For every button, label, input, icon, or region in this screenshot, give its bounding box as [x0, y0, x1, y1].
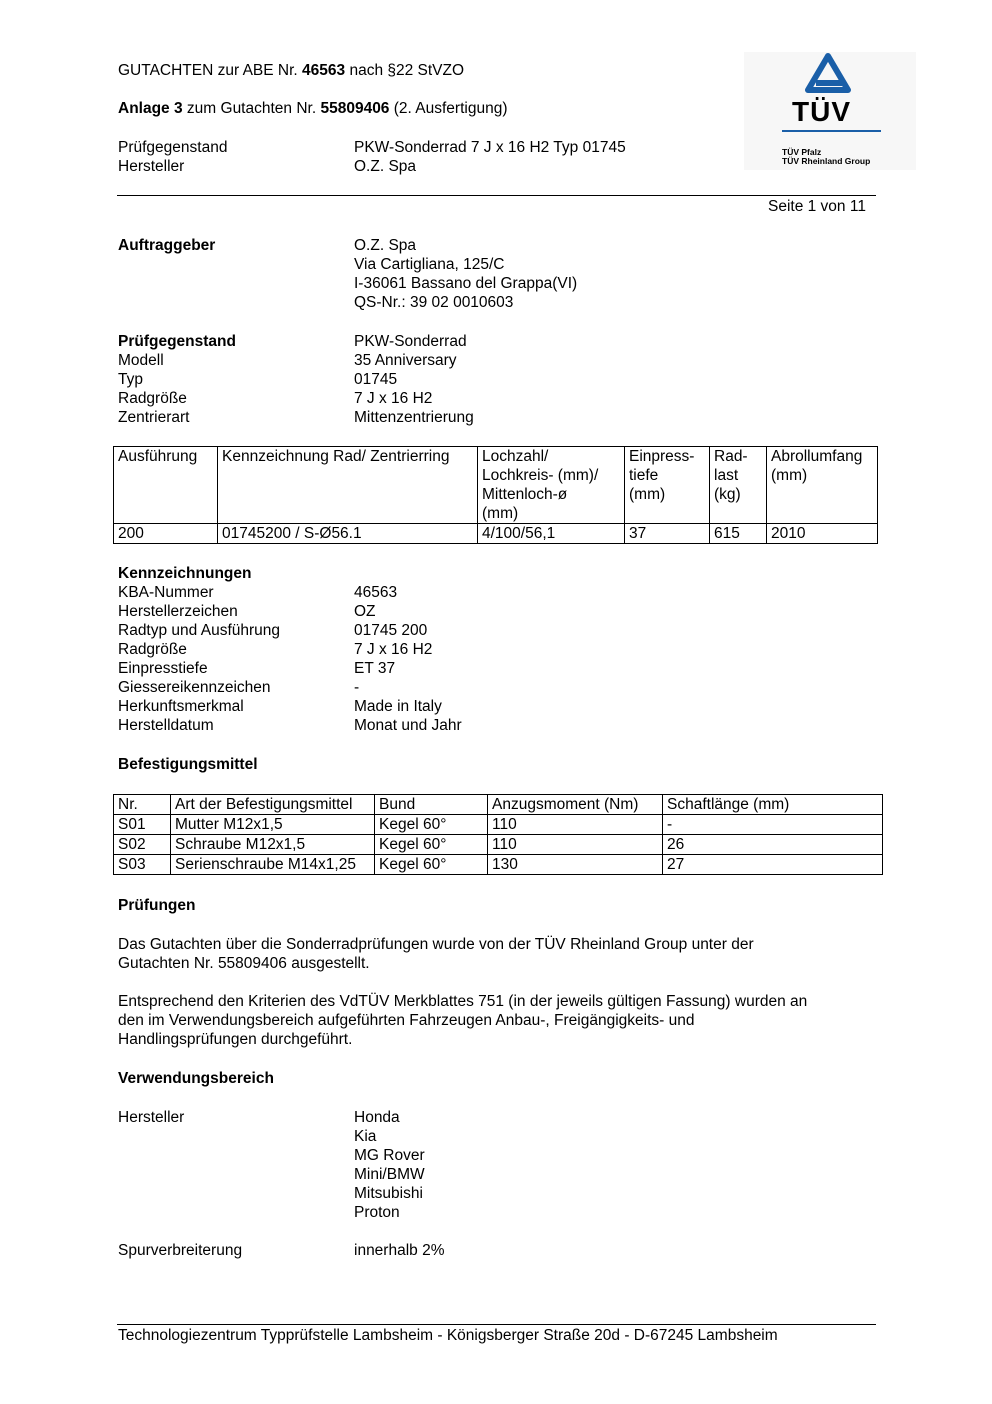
kz-value: 46563	[354, 584, 398, 601]
table-row	[114, 835, 883, 855]
kz-key: Herkunftsmerkmal	[118, 698, 244, 715]
list-item: Mitsubishi	[354, 1185, 423, 1202]
list-item: Proton	[354, 1204, 400, 1221]
table-cell: 110	[488, 815, 663, 835]
table-row	[114, 855, 883, 875]
header-cell: Art der Befestigungsmittel	[171, 795, 375, 815]
kz-key: KBA-Nummer	[118, 584, 214, 601]
table-cell: 200	[114, 524, 218, 544]
header-cell: Lochzahl/ Lochkreis- (mm)/ Mittenloch-ø (mm)	[478, 447, 625, 524]
ausfuehrung-table	[113, 446, 878, 544]
kz-key: Radgröße	[118, 641, 187, 658]
spurverbreiterung-label: Spurverbreiterung	[118, 1242, 243, 1259]
table-cell: 4/100/56,1	[478, 524, 625, 544]
header-cell: Kennzeichnung Rad/ Zentrierring	[218, 447, 478, 524]
pruef-value: 01745	[354, 371, 398, 388]
table-row	[114, 524, 878, 544]
footer-address: Technologiezentrum Typprüfstelle Lambsheim - Königsberger Straße 20d - D-67245 Lambsheim	[118, 1327, 778, 1344]
table-cell: 615	[710, 524, 767, 544]
anlage-line: Anlage 3 zum Gutachten Nr. 55809406 (2. Ausfertigung)	[118, 100, 508, 117]
pruef-value: 7 J x 16 H2	[354, 390, 433, 407]
pruefungen-paragraph-1: Das Gutachten über die Sonderradprüfungen wurde von der TÜV Rheinland Group unter der Gutachten Nr. 55809406 ausgestellt.	[118, 936, 754, 972]
logo-brand: TÜV	[792, 96, 851, 127]
list-item: Kia	[354, 1128, 377, 1145]
kz-value: Made in Italy	[354, 698, 442, 715]
address-line: Via Cartigliana, 125/C	[354, 256, 505, 273]
table-cell: S01	[114, 815, 171, 835]
pruef-key: Radgröße	[118, 390, 187, 407]
header-divider	[117, 195, 876, 196]
pruef-key: Prüfgegenstand	[118, 333, 236, 350]
header-pruef-label: Prüfgegenstand	[118, 139, 228, 156]
befestigung-title: Befestigungsmittel	[118, 756, 258, 773]
kz-value: -	[354, 679, 360, 696]
table-cell: 110	[488, 835, 663, 855]
table-cell: 37	[625, 524, 710, 544]
table-cell: Kegel 60°	[375, 815, 488, 835]
table-cell: 26	[663, 835, 883, 855]
page-number: Seite 1 von 11	[768, 198, 866, 215]
kz-value: 7 J x 16 H2	[354, 641, 433, 658]
header-cell: Rad- last (kg)	[710, 447, 767, 524]
table-cell: Serienschraube M14x1,25	[171, 855, 375, 875]
table-cell: 130	[488, 855, 663, 875]
befestigung-table	[113, 794, 883, 875]
list-item: MG Rover	[354, 1147, 425, 1164]
kz-key: Herstellerzeichen	[118, 603, 238, 620]
pruefungen-paragraph-2: Entsprechend den Kriterien des VdTÜV Merkblattes 751 (in der jeweils gültigen Fassung) wurden an den im Verwendungsbereich aufgeführten Fahrzeugen Anbau-, Freigängigkeits- und Handlingsprüfungen durchgeführt.	[118, 993, 808, 1048]
spurverbreiterung-value: innerhalb 2%	[354, 1242, 445, 1259]
hersteller-list	[354, 1108, 425, 1222]
list-item: Mini/BMW	[354, 1166, 425, 1183]
list-item: Honda	[354, 1109, 400, 1126]
table-cell: 01745200 / S-Ø56.1	[218, 524, 478, 544]
auftraggeber-address	[354, 236, 577, 312]
footer-divider	[117, 1324, 876, 1325]
kennzeichnungen-title: Kennzeichnungen	[118, 565, 252, 582]
header-cell: Abrollumfang (mm)	[767, 447, 878, 524]
header-cell: Anzugsmoment (Nm)	[488, 795, 663, 815]
pruef-key: Typ	[118, 371, 143, 388]
table-cell: S02	[114, 835, 171, 855]
kz-value: 01745 200	[354, 622, 428, 639]
header-cell: Einpress- tiefe (mm)	[625, 447, 710, 524]
header-cell: Bund	[375, 795, 488, 815]
kz-key: Herstelldatum	[118, 717, 214, 734]
kz-value: ET 37	[354, 660, 396, 677]
pruef-value: PKW-Sonderrad	[354, 333, 467, 350]
kz-value: OZ	[354, 603, 376, 620]
abe-title: GUTACHTEN zur ABE Nr. 46563 nach §22 StVZO	[118, 62, 465, 79]
table-cell: S03	[114, 855, 171, 875]
tuv-logo	[744, 52, 916, 170]
header-cell: Ausführung	[114, 447, 218, 524]
table-cell: Mutter M12x1,5	[171, 815, 375, 835]
header-cell: Nr.	[114, 795, 171, 815]
pruefungen-title: Prüfungen	[118, 897, 196, 914]
kz-value: Monat und Jahr	[354, 717, 462, 734]
address-line: O.Z. Spa	[354, 237, 417, 254]
header-herst-value: O.Z. Spa	[354, 158, 417, 175]
pruef-value: 35 Anniversary	[354, 352, 457, 369]
table-cell: 27	[663, 855, 883, 875]
header-pruef-value: PKW-Sonderrad 7 J x 16 H2 Typ 01745	[354, 139, 626, 156]
table-cell: Kegel 60°	[375, 835, 488, 855]
table-header-row	[114, 795, 883, 815]
table-cell: Kegel 60°	[375, 855, 488, 875]
logo-line1: TÜV Pfalz	[782, 147, 822, 157]
pruef-key: Modell	[118, 352, 164, 369]
kz-key: Einpresstiefe	[118, 660, 208, 677]
header-cell: Schaftlänge (mm)	[663, 795, 883, 815]
logo-line2: TÜV Rheinland Group	[782, 156, 871, 166]
address-line: I-36061 Bassano del Grappa(VI)	[354, 275, 578, 292]
verwendung-herst-label: Hersteller	[118, 1109, 185, 1126]
kz-key: Radtyp und Ausführung	[118, 622, 281, 639]
verwendung-title: Verwendungsbereich	[118, 1070, 274, 1087]
table-header-row	[114, 447, 878, 524]
table-cell: 2010	[767, 524, 878, 544]
table-cell: -	[663, 815, 883, 835]
pruef-key: Zentrierart	[118, 409, 190, 426]
header-herst-label: Hersteller	[118, 158, 185, 175]
auftraggeber-label: Auftraggeber	[118, 237, 216, 254]
pruef-value: Mittenzentrierung	[354, 409, 474, 426]
table-row	[114, 815, 883, 835]
address-line: QS-Nr.: 39 02 0010603	[354, 294, 514, 311]
table-cell: Schraube M12x1,5	[171, 835, 375, 855]
kz-key: Giessereikennzeichen	[118, 679, 271, 696]
